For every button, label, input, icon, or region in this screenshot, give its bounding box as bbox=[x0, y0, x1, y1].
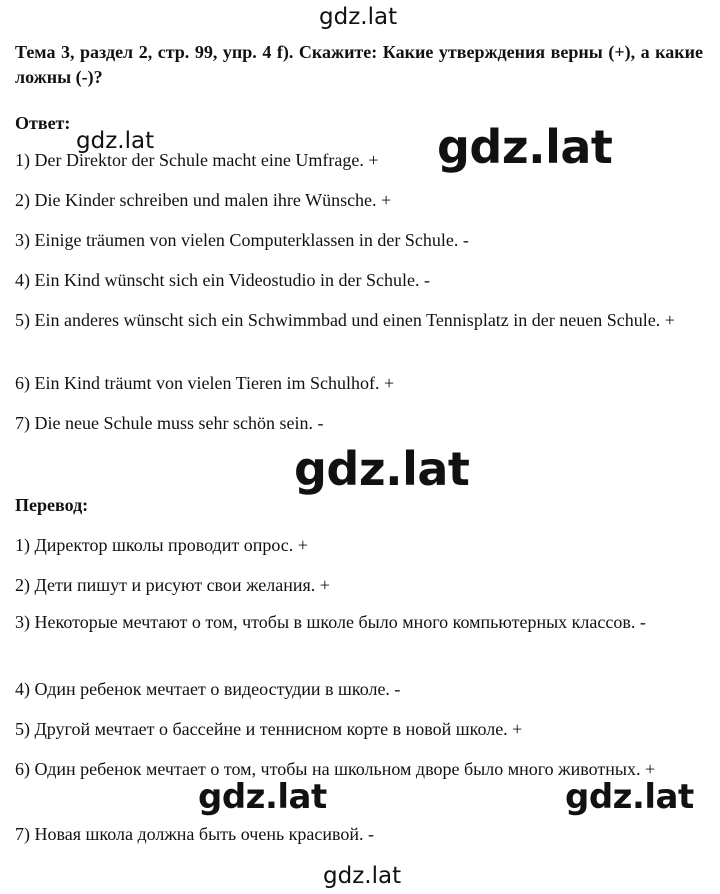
watermark-footer: gdz.lat bbox=[323, 863, 402, 889]
translation-item-2: 2) Дети пишут и рисуют свои желания. + bbox=[15, 575, 330, 595]
answer-label: Ответ: bbox=[15, 113, 71, 133]
watermark-top: gdz.lat bbox=[319, 4, 398, 30]
answer-item-2: 2) Die Kinder schreiben und malen ihre Wünsche. + bbox=[15, 190, 392, 210]
answer-item-1: 1) Der Direktor der Schule macht eine Umfrage. + bbox=[15, 150, 379, 170]
answer-item-3: 3) Einige träumen von vielen Computerklassen in der Schule. - bbox=[15, 230, 469, 250]
translation-label: Перевод: bbox=[15, 495, 89, 515]
watermark-middle-big: gdz.lat bbox=[294, 442, 470, 496]
translation-item-7: 7) Новая школа должна быть очень красивой. - bbox=[15, 824, 375, 844]
translation-item-1: 1) Директор школы проводит опрос. + bbox=[15, 535, 308, 555]
answer-item-7: 7) Die neue Schule muss sehr schön sein. - bbox=[15, 413, 324, 433]
translation-item-3: 3) Некоторые мечтают о том, чтобы в школе было много компьютерных классов. - bbox=[15, 612, 646, 632]
watermark-answer-big: gdz.lat bbox=[437, 120, 613, 174]
watermark-bottom-right: gdz.lat bbox=[565, 777, 694, 817]
answer-item-5: 5) Ein anderes wünscht sich ein Schwimmbad und einen Tennisplatz in der neuen Schule. + bbox=[15, 310, 675, 330]
watermark-bottom-left: gdz.lat bbox=[198, 777, 327, 817]
answer-item-6: 6) Ein Kind träumt von vielen Tieren im Schulhof. + bbox=[15, 373, 395, 393]
translation-item-4: 4) Один ребенок мечтает о видеостудии в школе. - bbox=[15, 679, 401, 699]
watermark-answer-small: gdz.lat bbox=[76, 128, 155, 154]
translation-item-5: 5) Другой мечтает о бассейне и теннисном корте в новой школе. + bbox=[15, 719, 523, 739]
translation-item-6: 6) Один ребенок мечтает о том, чтобы на школьном дворе было много животных. + bbox=[15, 759, 656, 779]
task-title: Тема 3, раздел 2, стр. 99, упр. 4 f). Скажите: Какие утверждения верны (+), а какие ложны (-)? bbox=[15, 42, 703, 87]
answer-item-4: 4) Ein Kind wünscht sich ein Videostudio in der Schule. - bbox=[15, 270, 431, 290]
